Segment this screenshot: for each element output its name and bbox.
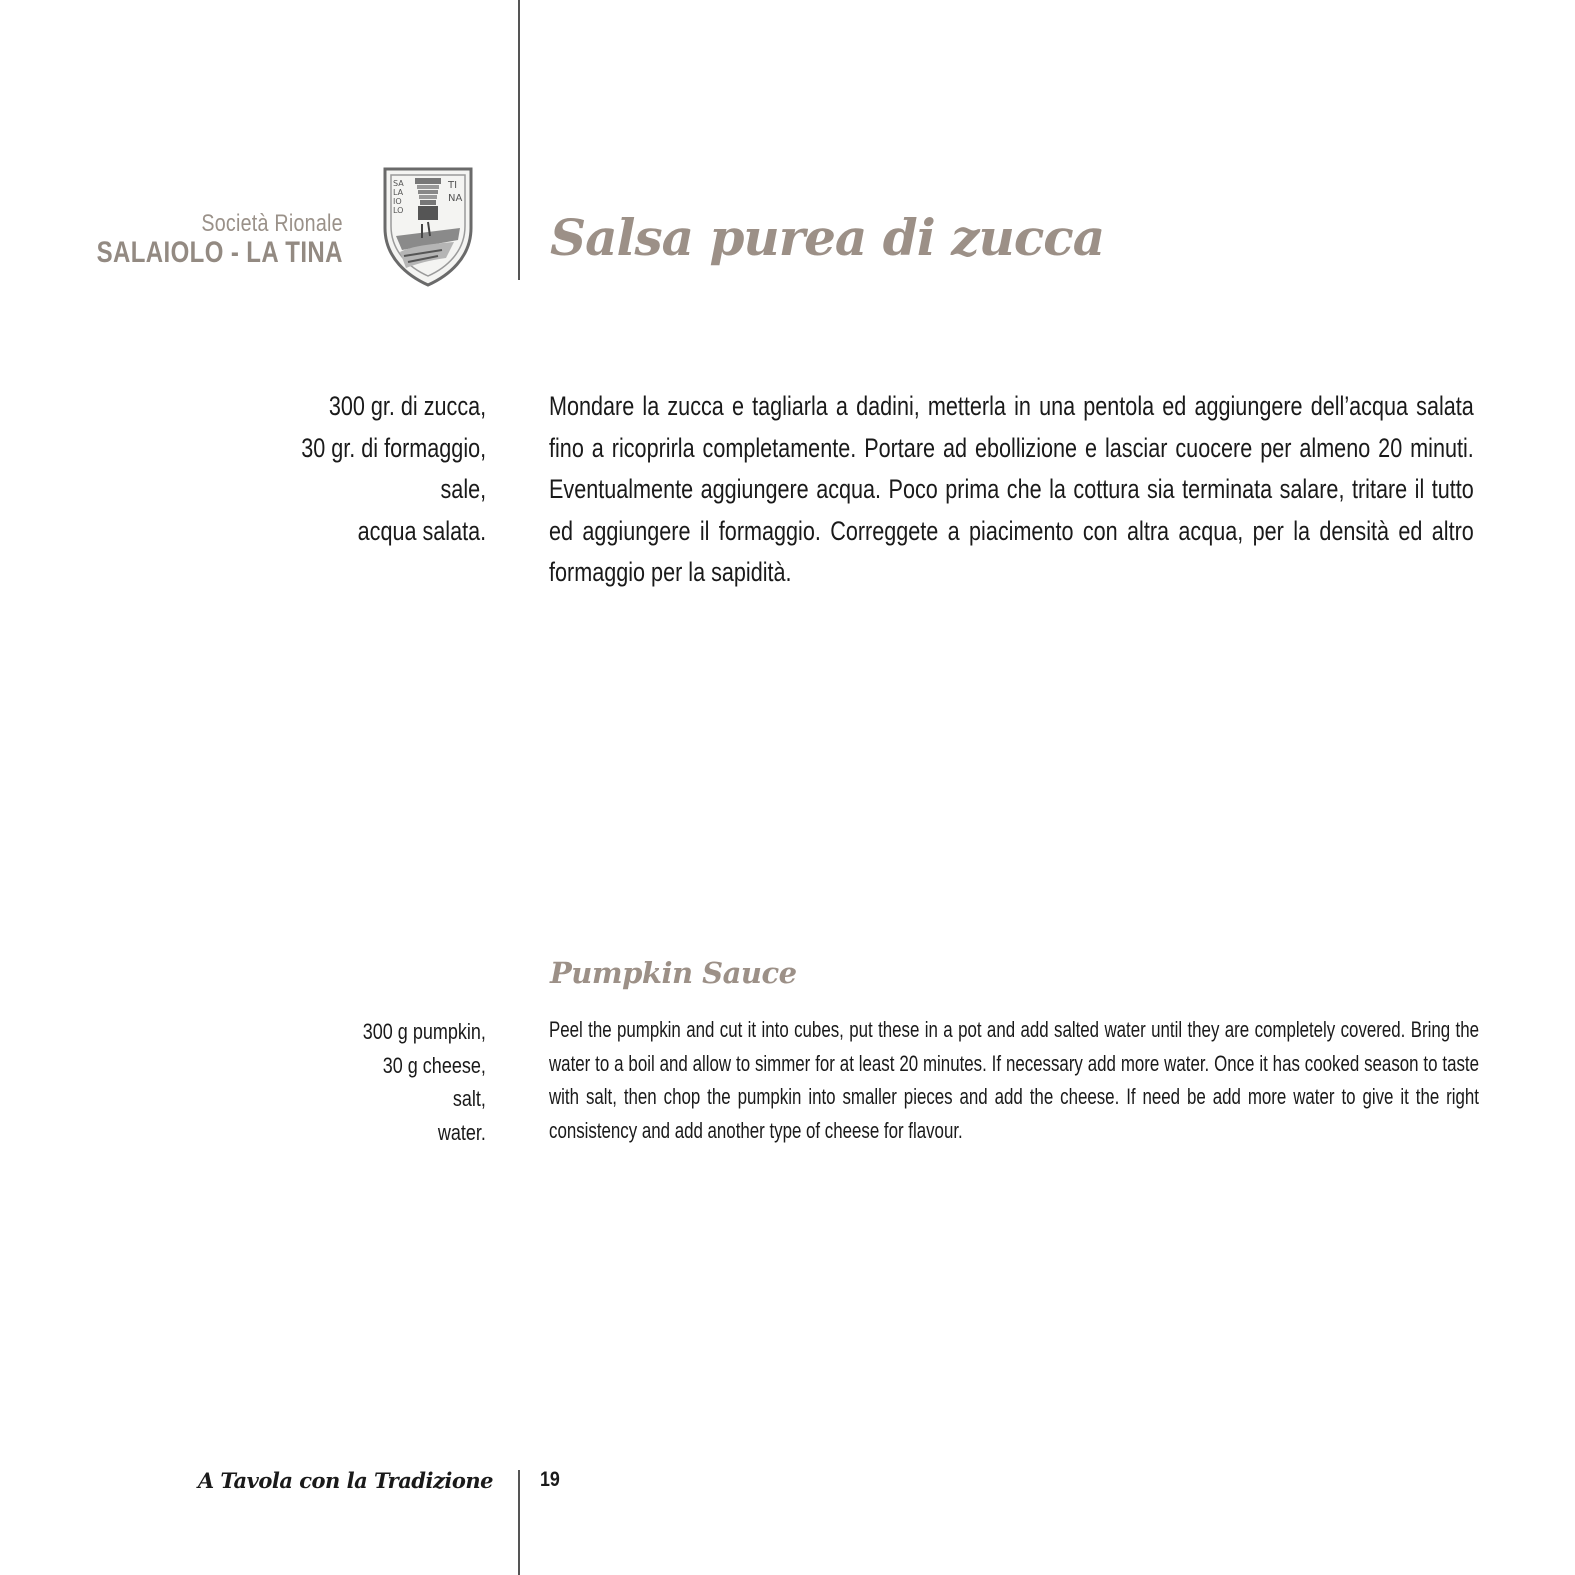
page-number: 19 xyxy=(540,1468,560,1491)
svg-text:LA: LA xyxy=(393,188,404,197)
ingredient-item: 300 g pumpkin, xyxy=(362,1019,486,1044)
crest-logo xyxy=(382,166,474,288)
ingredient-item: water. xyxy=(437,1119,486,1145)
divider-bottom xyxy=(518,1470,520,1575)
svg-text:TI: TI xyxy=(448,180,458,191)
ingredient-item: 30 g cheese, xyxy=(382,1052,486,1078)
society-line1: Società Rionale xyxy=(201,210,343,237)
recipe-title-italian: Salsa purea di zucca xyxy=(550,208,1105,267)
svg-text:LO: LO xyxy=(393,206,404,215)
ingredient-item: 30 gr. di formaggio, xyxy=(301,432,486,463)
method-english: Peel the pumpkin and cut it into cubes, put these in a pot and add salted water until they are completely covered. Bring the water to a boil and allow to simmer for at least 20 minutes. If necessary add more water. Once it has cooked season to taste with salt, then chop the pumpkin into smaller pieces and add the cheese. If need be add more water to give it the right consistency and add another type of cheese for flavour. xyxy=(549,1017,1479,1143)
ingredients-italian xyxy=(255,386,486,552)
ingredient-item: salt, xyxy=(452,1086,486,1111)
book-title: A Tavola con la Tradizione xyxy=(197,1468,493,1493)
svg-text:NA: NA xyxy=(448,193,463,204)
method-italian: Mondare la zucca e tagliarla a dadini, metterla in una pentola ed aggiungere dell’acqua salata fino a ricoprirla completamente. Portare ad ebollizione e lasciar cuocere per almeno 20 minuti. Eventualmente aggiungere acqua. Poco prima che la cottura sia terminata salare, tritare il tutto ed aggiungere il formaggio. Correggete a piacimento con altra acqua, per la densità ed altro formaggio per la sapidità. xyxy=(549,391,1474,587)
svg-text:SA: SA xyxy=(393,179,404,188)
ingredients-english xyxy=(332,1015,486,1149)
society-line2: SALAIOLO - LA TINA xyxy=(96,236,343,269)
ingredient-item: acqua salata. xyxy=(357,515,486,546)
society-name xyxy=(35,210,343,270)
svg-text:IO: IO xyxy=(393,197,402,206)
ingredient-item: sale, xyxy=(440,474,486,504)
divider-top xyxy=(518,0,520,280)
recipe-title-english: Pumpkin Sauce xyxy=(550,956,797,990)
ingredient-item: 300 gr. di zucca, xyxy=(328,391,486,421)
